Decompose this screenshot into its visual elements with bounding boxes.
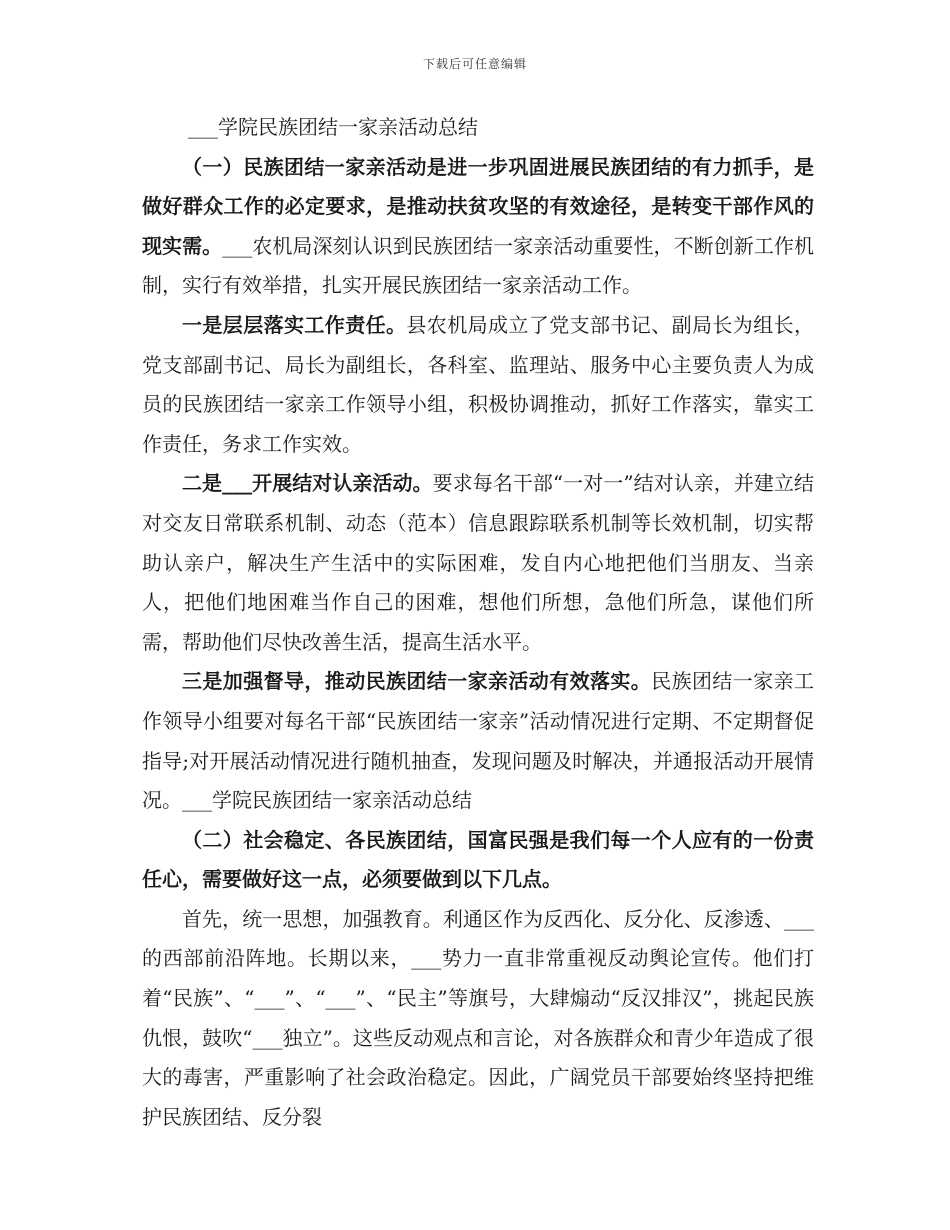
paragraph-5 [142, 821, 814, 900]
paragraph-1 [142, 148, 814, 306]
document-body [142, 108, 814, 1137]
page-header: 下载后可任意编辑 [422, 57, 527, 71]
paragraph-2 [142, 306, 814, 464]
paragraph-2-body: 县农机局成立了党支部书记、副局长为组长，党支部副书记、局长为副组长，各科室、监理站、服务中心主要负责人为成员的民族团结一家亲工作领导小组，积极协调推动，抓好工作落实，靠实工作责任，务求工作实效。 [142, 312, 815, 456]
paragraph-3 [142, 464, 814, 662]
paragraph-1-lead: （一）民族团结一家亲活动是进一步巩固进展民族团结的有力抓手，是做好群众工作的必定要求，是推动扶贫攻坚的有效途径，是转变干部作风的现实需。 [142, 154, 814, 258]
document-title: ___学院民族团结一家亲活动总结 [188, 115, 478, 139]
paragraph-2-lead: 一是层层落实工作责任。 [182, 312, 407, 337]
paragraph-3-lead: 二是___开展结对认亲活动。 [182, 471, 433, 496]
paragraph-3-body: 要求每名干部“一对一”结对认亲，并建立结对交友日常联系机制、动态（范本）信息跟踪联系机制等长效机制，切实帮助认亲户，解决生产生活中的实际困难，发自内心地把他们当朋友、当亲人，把他们地困难当作自己的困难，想他们所想，急他们所急，谋他们所需，帮助他们尽快改善生活，提高生活水平。 [142, 471, 815, 654]
paragraph-6-body: 首先，统一思想，加强教育。利通区作为反西化、反分化、反渗透、___的西部前沿阵地。长期以来，___势力一直非常重视反动舆论宣传。他们打着“民族”、“___”、“___”、“民主”等旗号，大肆煽动“反汉排汉”，挑起民族仇恨，鼓吹“___独立”。这些反动观点和言论，对各族群众和青少年造成了很大的毒害，严重影响了社会政治稳定。因此，广阔党员干部要始终坚持把维护民族团结、反分裂 [142, 906, 814, 1129]
paragraph-4 [142, 662, 814, 820]
paragraph-6 [142, 900, 814, 1138]
paragraph-4-body: 民族团结一家亲工作领导小组要对每名干部“民族团结一家亲”活动情况进行定期、不定期督促指导;对开展活动情况进行随机抽查，发现问题及时解决，并通报活动开展情况。___学院民族团结一家亲活动总结 [142, 669, 815, 813]
paragraph-4-lead: 三是加强督导，推动民族团结一家亲活动有效落实。 [182, 669, 652, 694]
paragraph-5-lead: （二）社会稳定、各民族团结，国富民强是我们每一个人应有的一份责任心，需要做好这一点，必须要做到以下几点。 [142, 827, 814, 892]
paragraph-1-body: ___农机局深刻认识到民族团结一家亲活动重要性，不断创新工作机制，实行有效举措，扎实开展民族团结一家亲活动工作。 [142, 233, 814, 298]
